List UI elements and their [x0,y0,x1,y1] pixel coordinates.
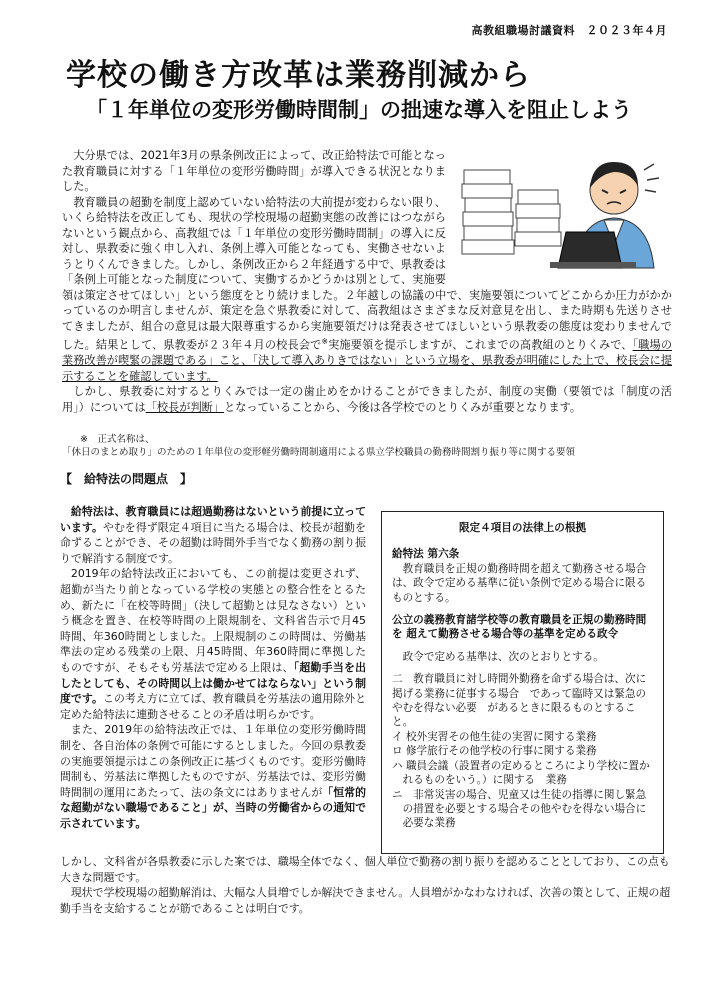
box-item-ni: ニ 非常災害の場合、児童又は生徒の指導に関し緊急の措置を必要とする場合その他やむを得ない場合に必要な業務 [392,788,647,830]
bold-premise: 給特法は、教育職員には超過勤務はないという前提に立っています。 [60,505,366,534]
intro-paragraph-1: 大分県では、2021年3月の県条例改正によって、改正給特法で可能となった教育職員に対する「１年単位の変形労働時間」が導入できる状況となりました。 [62,149,446,193]
overworked-teacher-illustration [454,150,672,270]
intro-paragraph-3: しかし、県教委に対するとりくみでは一定の歯止めをかけることができましたが、制度の実働（要領では「制度の活用」）については [62,385,672,414]
teacher-at-laptop-icon [454,150,672,270]
paragraph-2019-revision: 2019年の給特法改正においても、この前提は変更されず、超勤が当たり前となっている学校の実態との整合性をとるため、新たに「在校等時間」（決して超勤とは見なさない）という概念を置き、在校等時間の上限規制を、文科省告示で月45時間、年360時間としました。上限規制のこの時間は、労働基準法の定める残業の上限、月45時間、年360時間に準拠したものですが、そもそも労基法で定める上限は、 [60,567,366,674]
box-ordinance-heading: 公立の義務教育諸学校等の教育職員を正規の勤務時間を 超えて勤務させる場合等の基準を定める政令 [392,614,647,641]
box-law-text: 教育職員を正規の勤務時間を超えて勤務させる場合は、政令で定める基準に従い条例で定める場合に限るものとする。 [392,562,647,604]
bottom-line-2: 現状で学校現場の超勤解消は、大幅な人員増でしか解決できません。人員増がかなわなければ、次善の策として、正規の超勤手当を支給することが筋であることは明白です。 [60,886,671,915]
underlined-principal-decision: 「校長が判断」 [145,400,225,414]
box-item-2: 二 教育職員に対し時間外勤務を命ずる場合は、次に掲げる業務に従事する場合 であって臨時又は緊急のやむを得ない必要 があるときに限るものとすること。 [392,673,647,729]
box-item-ro: ロ 修学旅行その他学校の行事に関する業務 [392,745,597,758]
note-marker: ※ [321,337,329,346]
footnote-label: ※ 正式名称は、 [80,434,155,445]
intro-paragraph-2: 教育職員の超勤を制度上認めていない給特法の大前提が変わらない限り、いくら給特法を改正しても、現状の学校現場の超勤実態の改善にはつながらないという観点から、高教組では「１年単位の変形労働時間制」の導入に反対し、県教委に強く申し入れ、条例上導入可能となっても、実働させないようとりくんできました。しかし、条例改正から２年経過する中で、県教委は「条例上可能となった制度について、実働するかどうかは別として、実施要領は策定させてほしい」という態度をとり続けました。２年越しの協議の中で、実施要領についてどこからか圧力がかかっているのか明言しませんが、策定を急ぐ県教委に対して、高教組はさまざまな反対意見を出し、また時期も先送りさせてきましたが、組合の意見は最大限尊重するから実施要領だけは発表させてほしいという県教委の態度は変わりませんでした。結果として、県教委が２３年４月の校長会で [62,195,672,352]
bold-no-constant-overtime: 「恒常的な超勤がない職場であること」が、当時の労働省からの通知で示されています。 [60,785,366,830]
box-item-i: イ 校外実習その他生徒の実習に関する業務 [392,730,597,743]
page-subtitle: 「１年単位の変形労働時間制」の拙速な導入を阻止しよう [86,98,632,122]
box-title: 限定４項目の法律上の根拠 [458,522,587,534]
bold-labor-standard: 「超勤手当を出したとしても、その時間以上は働かせてはならない」という制度です。 [60,660,366,706]
box-law-heading: 給特法 第六条 [392,548,460,561]
paragraph-variable-hours: また、2019年の給特法改正では、１年単位の変形労働時間制を、各自治体の条例で可能にするとしました。今回の県教委の実施要領提示はこの条例改正に基づくものです。変形労働時間制も、労基法に準拠したものですが、労基法では、変形労働時間制の運用にあたって、法の条文にはありませんが [60,723,366,799]
bottom-line-1: しかし、文科省が各県教委に示した案では、職場全体でなく、個人単位で勤務の割り振りを認めることとしており、この点も大きな問題です。 [60,855,670,884]
page-title: 学校の働き方改革は業務削減から [66,58,531,93]
box-ordinance-intro: 政令で定める基準は、次のとおりとする。 [402,650,604,663]
bottom-text [60,854,672,916]
section-title: 【 給特法の問題点 】 [60,472,193,486]
document-header: 高教組職場討議資料 ２０２３年４月 [471,24,667,37]
main-text-column: 給特法は、教育職員には超過勤務はないという前提に立っています。やむを得ず限定４項目に当たる場合は、校長が超勤を命ずることができ、その超勤は時間外手当でなく勤務の割り振りで解消する制度です。 2019年の給特法改正においても、この前提は変更されず、超勤が当たり前となっている学校の実態との整合性をとるため、新たに「在校等時間」（決して超勤とは見なさない）という概念を置き、在校等時間の上限規制を、文科省告示で月45時間、年360時間としました。上限規制のこの時間は、労働基準法の定める残業の上限、月45時間、年360時間に準拠したものですが、そもそも労基法で定める上限は、「超勤手当を出したとしても、その時間以上は働かせてはならない」という制度です。この考え方に立てば、教育職員を労基法の適用除外と定めた給特法に連動させることの矛盾は明らかです。 また、2019年の給特法改正では、１年単位の変形労働時間制を、各自治体の条例で可能にするとしました。今回の県教委の実施要領提示はこの条例改正に基づくものです。変形労働時間制も、労基法に準拠したものですが、労基法では、変形労働時間制の運用にあたって、法の条文にはありませんが「恒常的な超勤がない職場であること」が、当時の労働省からの通知で示されています。 [60,505,366,830]
footnote-official-name: 「休日のまとめ取り」のための１年単位の変形軽労働時間制適用による県立学校職員の勤務時間割り振り等に関する要領 [62,447,576,458]
footnote [62,433,576,459]
box-item-ha: ハ 職員会議（設置者の定めるところにより学校に置かれるものをいう。）に関する 業務 [392,759,650,787]
underlined-commitment: 「職場の業務改善が喫緊の課題である」こと、「決して導入ありきではない」という立場を、県教委が明確にした上で、校長会に提示することを確認しています。 [62,338,673,383]
legal-basis-box [381,511,664,854]
intro-section: 大分県では、2021年3月の県条例改正によって、改正給特法で可能となった教育職員に対する「１年単位の変形労働時間」が導入できる状況となりました。 教育職員の超勤を制度上認めていない給特法の大前提が変わらない限り、いくら給特法を改正しても、現状の学校現場の超勤実態の改善にはつながらないという観点から、高教組では「１年単位の変形労働時間制」の導入に反対し、県教委に強く申し入れ、条例上導入可能となっても、実働させないようとりくんできました。しかし、条例改正から２年経過する中で、県教委は「条例上可能となった制度について、実働するかどうかは別として、実施要領は策定させてほしい」という態度をとり続けました。２年越しの協議の中で、実施要領についてどこからか圧力がかかっているのか明言しませんが、策定を急ぐ県教委に対して、高教組はさまざまな反対意見を出し、また時期も先送りさせてきましたが、組合の意見は最大限尊重するから実施要領だけは発表させてほしいという県教委の態度は変わりませんでした。結果として、県教委が２３年４月の校長会で※実施要領を提示しますが、これまでの高教組のとりくみで、「職場の業務改善が喫緊の課題である」こと、「決して導入ありきではない」という立場を、県教委が明確にした上で、校長会に提示することを確認しています。 しかし、県教委に対するとりくみでは一定の歯止めをかけることができましたが、制度の実働（要領では「制度の活用」）については「校長が判断」となっていることから、今後は各学校でのとりくみが重要となります。 [62,149,673,414]
